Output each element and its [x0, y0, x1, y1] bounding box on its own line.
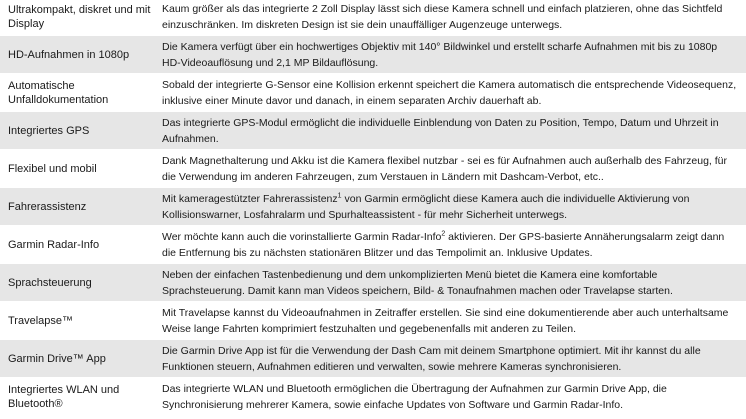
feature-title: Travelapse™	[8, 314, 74, 327]
feature-title: Automatische Unfalldokumentation	[8, 79, 109, 106]
feature-description: Das integrierte GPS-Modul ermöglicht die individuelle Einblendung von Daten zu Position, Tempo, Datum und Uhrzeit in Aufnahmen.	[162, 116, 719, 145]
feature-description: Mit kameragestützter Fahrerassistenz$^1$ von Garmin ermöglicht diese Kamera auch die individuelle Aktivierung von Kollisionswarner, Losfahralarm und Spurhalteassistent - für mehr Sicherheit unterwegs.	[162, 192, 690, 221]
feature-row	[0, 340, 746, 378]
feature-row	[0, 378, 746, 416]
feature-row	[0, 0, 746, 36]
feature-title: Garmin Drive™ App	[8, 352, 106, 365]
feature-description: Wer möchte kann auch die vorinstallierte Garmin Radar-Info$^2$ aktivieren. Der GPS-basierte Annäherungsalarm zeigt dann die Entfernung bis zu nächsten stationären Blitzer und das Tempolimit an. Inklusive Updates.	[162, 230, 725, 259]
feature-row	[0, 188, 746, 226]
feature-description: Mit Travelapse kannst du Videoaufnahmen in Zeitraffer erstellen. Sie sind eine dokumentierende aber auch unterhaltsame Weise lange Fahrten komprimiert festzuhalten und gegebenenfalls mit anderen zu Teilen.	[162, 306, 729, 335]
footnote-marker: 1	[337, 192, 342, 199]
feature-row	[0, 150, 746, 188]
feature-description: Sobald der integrierte G-Sensor eine Kollision erkennt speichert die Kamera automatisch die entsprechende Videosequenz, inklusive einer Minute davor und danach, in einem separaten Archiv dauerhaft ab.	[162, 78, 737, 107]
feature-description: Die Kamera verfügt über ein hochwertiges Objektiv mit 140° Bildwinkel und erstellt scharfe Aufnahmen mit bis zu 1080p HD-Videoauflösung und 2,1 MP Bildauflösung.	[162, 40, 718, 69]
feature-title: HD-Aufnahmen in 1080p	[8, 48, 130, 61]
feature-description: Kaum größer als das integrierte 2 Zoll Display lässt sich diese Kamera schnell und einfach platzieren, ohne das Sichtfeld einzuschränken. Im diskreten Design ist sie dein unauffälliger Augenzeuge unterwegs.	[162, 2, 723, 31]
feature-title: Integriertes GPS	[8, 124, 90, 137]
feature-title: Garmin Radar-Info	[8, 238, 100, 251]
feature-title: Fahrerassistenz	[8, 200, 87, 213]
feature-title: Flexibel und mobil	[8, 162, 97, 175]
feature-description: Dank Magnethalterung und Akku ist die Kamera flexibel nutzbar - sei es für Aufnahmen auch außerhalb des Fahrzeug, für die Verwendung im anderen Fahrzeugen, zum Verstauen in Ländern mit Dashcam-Verbot, etc..	[162, 154, 727, 183]
feature-row	[0, 302, 746, 340]
feature-title: Sprachsteuerung	[8, 276, 92, 289]
feature-row	[0, 226, 746, 264]
feature-description: Neben der einfachen Tastenbedienung und dem unkomplizierten Menü bietet die Kamera eine komfortable Sprachsteuerung. Damit kann man Videos speichern, Bild- & Tonaufnahmen machen oder Travelapse starten.	[162, 268, 673, 297]
footnote-marker: 2	[441, 230, 446, 237]
feature-title: Integriertes WLAN und Bluetooth®	[8, 383, 120, 410]
feature-row	[0, 264, 746, 302]
feature-description: Die Garmin Drive App ist für die Verwendung der Dash Cam mit deinem Smartphone optimiert. Mit ihr kannst du alle Funktionen steuern, Aufnahmen editieren und verwalten, sowie mehrere Kameras synchronisieren.	[162, 344, 701, 373]
feature-description: Das integrierte WLAN und Bluetooth ermöglichen die Übertragung der Aufnahmen zur Garmin Drive App, die Synchronisierung mehrerer Kamera, sowie einfache Updates von Software und Garmin Radar-Info.	[162, 382, 667, 411]
feature-row	[0, 36, 746, 74]
feature-row	[0, 74, 746, 112]
feature-title: Ultrakompakt, diskret und mit Display	[8, 3, 151, 30]
feature-row	[0, 112, 746, 150]
